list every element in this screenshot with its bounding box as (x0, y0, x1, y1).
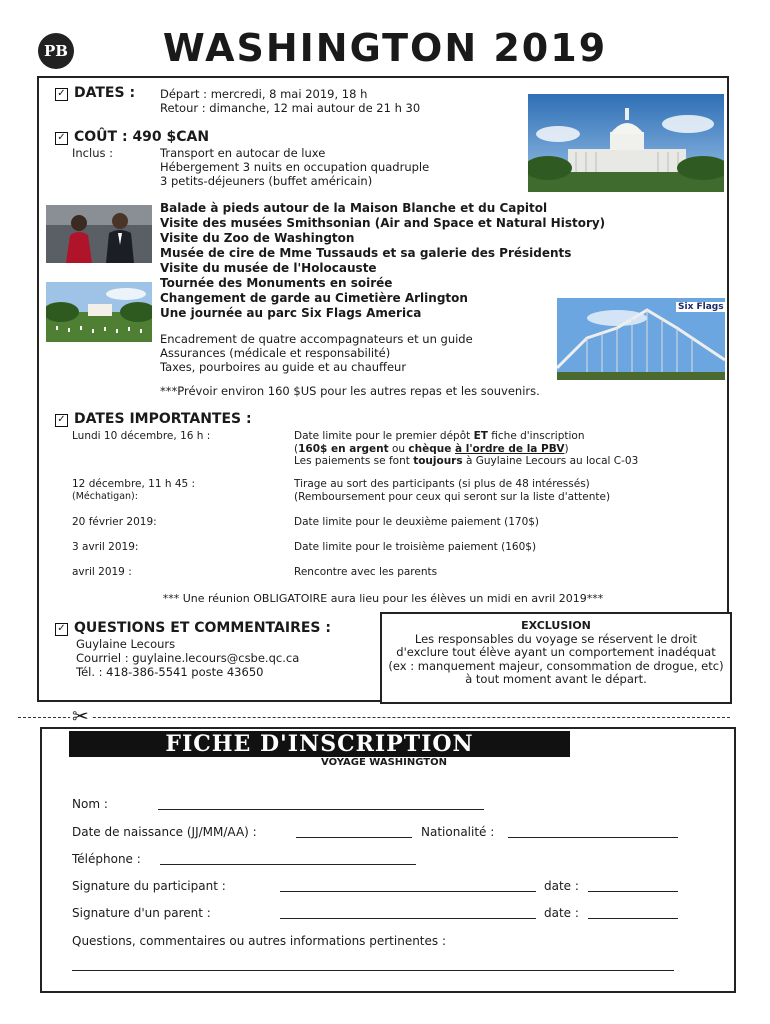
sig-parent-field[interactable] (280, 918, 536, 919)
capitol-photo (528, 94, 724, 192)
questions-field-label: Questions, commentaires ou autres informations pertinentes : (72, 934, 447, 948)
activity-item: Balade à pieds autour de la Maison Blanche et du Capitol (160, 201, 548, 215)
telephone-label: Téléphone : (72, 852, 141, 866)
contact-phone: Tél. : 418-386-5541 poste 43650 (76, 665, 264, 679)
questions-field[interactable] (72, 970, 674, 971)
date-row-2-line1: Tirage au sort des participants (si plus de 48 intéressés) (294, 478, 590, 490)
naissance-field[interactable] (296, 837, 412, 838)
inclus-item: Transport en autocar de luxe (160, 146, 326, 160)
exclusion-text: Les responsables du voyage se réservent le droit d'exclure tout élève ayant un comportement inadéquat (ex : manquement majeur, consommation de drogue, etc) à tout moment avant le départ. (388, 631, 724, 686)
nom-label: Nom : (72, 797, 108, 811)
dates-heading: ✓ DATES : (55, 85, 135, 101)
six-flags-logo: Six Flags (678, 302, 724, 312)
cut-line (18, 717, 730, 718)
scissors-icon: ✂ (72, 704, 89, 728)
contact-name: Guylaine Lecours (76, 637, 176, 651)
activity-item: Visite des musées Smithsonian (Air and Space et Natural History) (160, 216, 606, 230)
date-row-3-date: 20 février 2019: (72, 516, 157, 528)
sig-participant-field[interactable] (280, 891, 536, 892)
inclus-item: 3 petits-déjeuners (buffet américain) (160, 174, 373, 188)
page-title: WASHINGTON 2019 (162, 26, 608, 70)
nationalite-label: Nationalité : (421, 825, 495, 839)
inclus-label: Inclus : (72, 146, 114, 160)
school-logo: PB (38, 33, 74, 69)
date-row-5-date: avril 2019 : (72, 566, 132, 578)
activity-list (160, 201, 605, 321)
cout-heading: ✓ COÛT : 490 $CAN (55, 129, 209, 145)
activity-item: Une journée au parc Six Flags America (160, 306, 422, 320)
nom-field[interactable] (158, 809, 484, 810)
meeting-notice: *** Une réunion OBLIGATOIRE aura lieu pour les élèves un midi en avril 2019*** (162, 592, 604, 605)
date-participant-field[interactable] (588, 891, 678, 892)
activity-item: Visite du musée de l'Holocauste (160, 261, 377, 275)
wax-figures-photo (46, 205, 152, 263)
date-row-2-date: 12 décembre, 11 h 45 : (72, 478, 196, 490)
sig-participant-label: Signature du participant : (72, 879, 226, 893)
exclusion-title: EXCLUSION (521, 619, 591, 632)
checkbox-icon: ✓ (55, 414, 68, 427)
activity-item: Musée de cire de Mme Tussauds et sa galerie des Présidents (160, 246, 572, 260)
date-row-2-place: (Méchatigan): (72, 491, 138, 502)
date-row-1-date: Lundi 10 décembre, 16 h : (72, 430, 211, 442)
arlington-photo (46, 282, 152, 342)
form-subtitle: VOYAGE WASHINGTON (321, 757, 447, 768)
inclus-item: Hébergement 3 nuits en occupation quadruple (160, 160, 430, 174)
date-row-1-text: Date limite pour le premier dépôt ET fiche d'inscription (160$ en argent ou chèque à l'ordre de la PBV) Les paiements se font toujours à Guylaine Lecours au local C-03 (294, 430, 639, 467)
exclusion-box (380, 612, 732, 704)
nationalite-field[interactable] (508, 837, 678, 838)
date-row-4-text: Date limite pour le troisième paiement (160$) (294, 541, 537, 553)
date-parent-field[interactable] (588, 918, 678, 919)
meal-note: ***Prévoir environ 160 $US pour les autres repas et les souvenirs. (160, 384, 540, 398)
dates-depart: Départ : mercredi, 8 mai 2019, 18 h (160, 87, 368, 101)
questions-heading: ✓ QUESTIONS ET COMMENTAIRES : (55, 620, 331, 636)
sig-parent-label: Signature d'un parent : (72, 906, 211, 920)
important-dates-heading: ✓ DATES IMPORTANTES : (55, 411, 252, 427)
date-parent-label: date : (544, 906, 579, 920)
contact-email: Courriel : guylaine.lecours@csbe.qc.ca (76, 651, 300, 665)
form-title: FICHE D'INSCRIPTION (69, 731, 570, 757)
extra-item: Encadrement de quatre accompagnateurs et un guide (160, 332, 473, 346)
date-row-5-text: Rencontre avec les parents (294, 566, 438, 578)
extra-item: Taxes, pourboires au guide et au chauffeur (160, 360, 407, 374)
date-row-3-text: Date limite pour le deuxième paiement (170$) (294, 516, 540, 528)
date-row-2-line2: (Remboursement pour ceux qui seront sur la liste d'attente) (294, 491, 611, 503)
dates-retour: Retour : dimanche, 12 mai autour de 21 h 30 (160, 101, 421, 115)
telephone-field[interactable] (160, 864, 416, 865)
date-participant-label: date : (544, 879, 579, 893)
date-row-4-date: 3 avril 2019: (72, 541, 139, 553)
checkbox-icon: ✓ (55, 88, 68, 101)
activity-item: Changement de garde au Cimetière Arlington (160, 291, 468, 305)
naissance-label: Date de naissance (JJ/MM/AA) : (72, 825, 257, 839)
checkbox-icon: ✓ (55, 132, 68, 145)
checkbox-icon: ✓ (55, 623, 68, 636)
extra-item: Assurances (médicale et responsabilité) (160, 346, 391, 360)
activity-item: Visite du Zoo de Washington (160, 231, 355, 245)
activity-item: Tournée des Monuments en soirée (160, 276, 393, 290)
